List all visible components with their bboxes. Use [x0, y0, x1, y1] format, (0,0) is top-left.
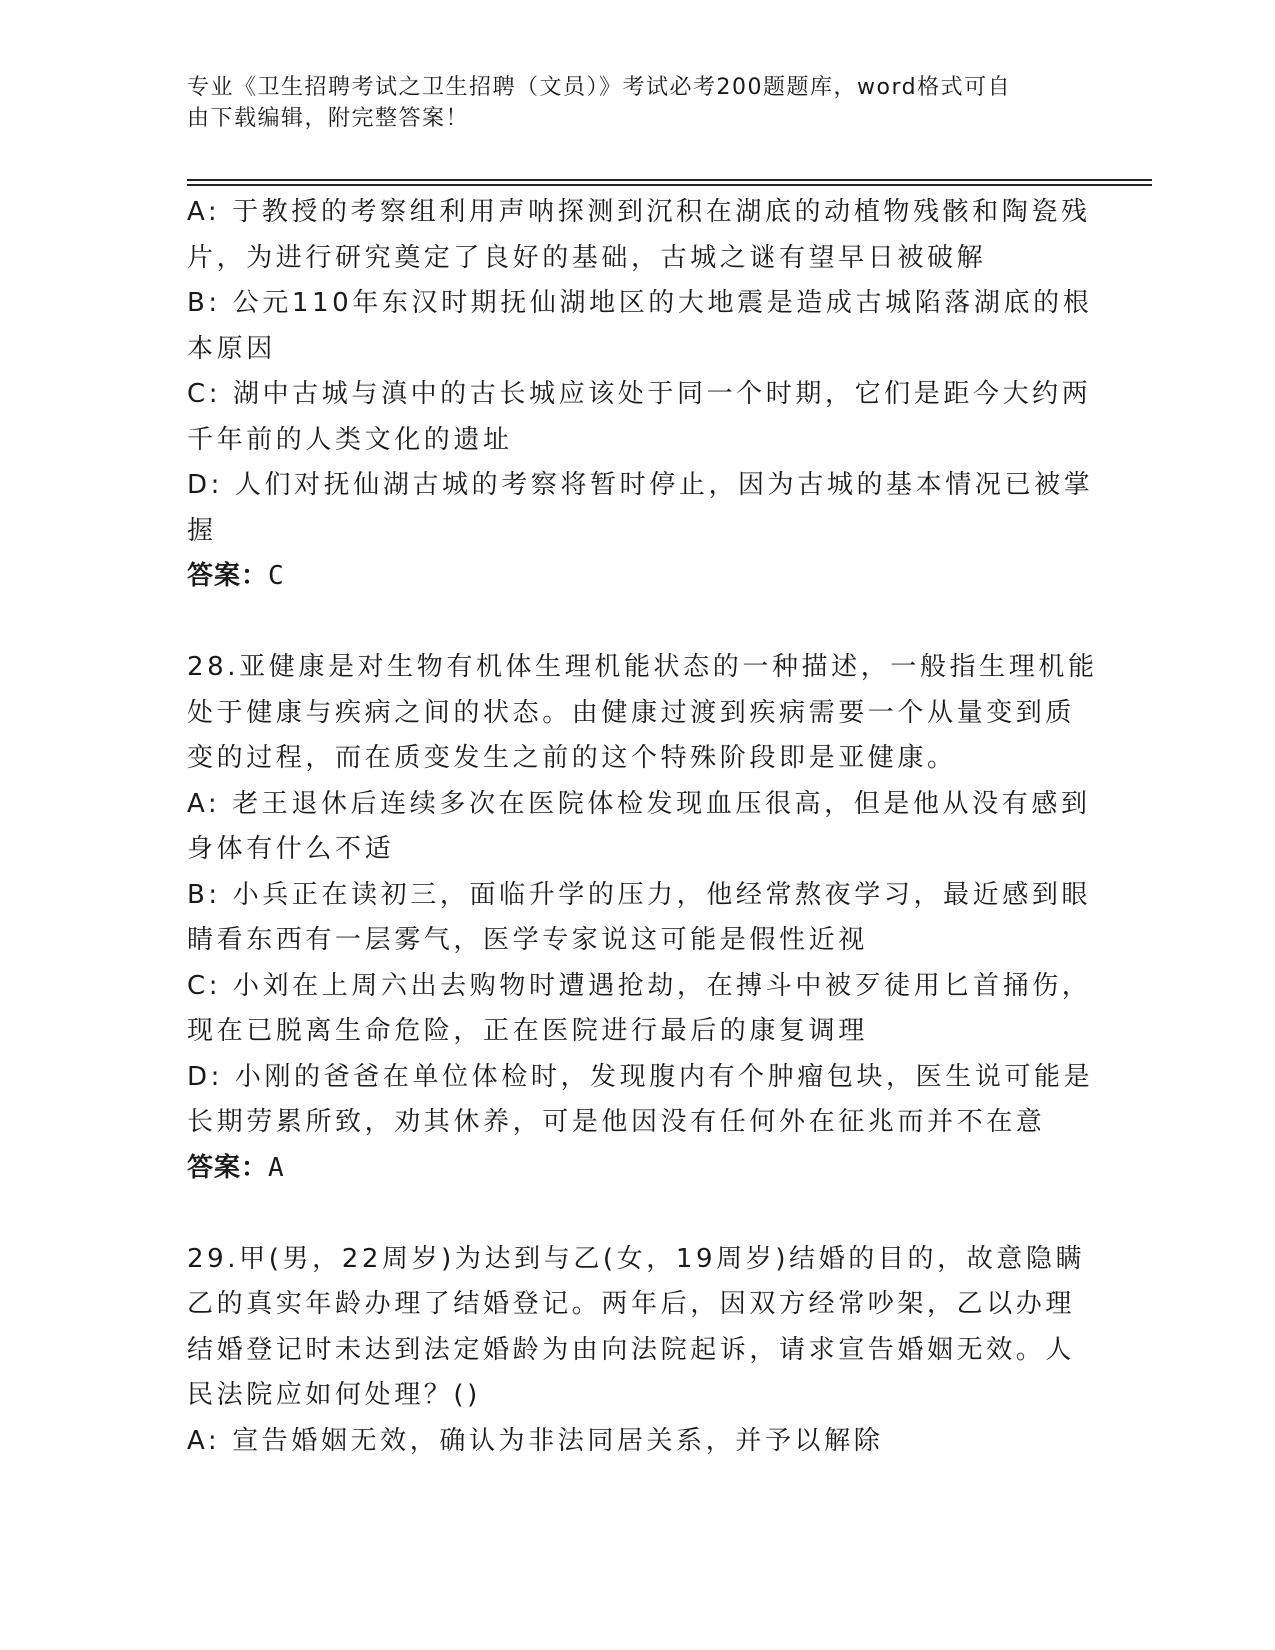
question-28 [187, 645, 1098, 1191]
option-b [187, 873, 1092, 964]
option-line: A: 于教授的考察组利用声呐探测到沉积在湖底的动植物残骸和陶瓷残 [187, 197, 1091, 227]
answer-label: 答案： [187, 561, 269, 591]
option-a [187, 190, 1091, 281]
header-divider-top [187, 179, 1152, 181]
option-line: D: 人们对抚仙湖古城的考察将暂时停止，因为古城的基本情况已被掌 [187, 470, 1094, 500]
header-divider-bottom [187, 184, 1152, 186]
option-a [187, 1419, 1087, 1465]
question-27 [187, 190, 1094, 600]
option-line: A: 宣告婚姻无效，确认为非法同居关系，并予以解除 [187, 1425, 884, 1456]
answer-label: 答案： [187, 1152, 269, 1183]
option-line: 身体有什么不适 [187, 834, 395, 864]
stem-line: 28.亚健康是对生物有机体生理机能状态的一种描述，一般指生理机能 [187, 652, 1098, 682]
option-line: A: 老王退休后连续多次在医院体检发现血压很高，但是他从没有感到 [187, 788, 1091, 819]
option-line: 握 [187, 515, 217, 546]
option-d [187, 1055, 1094, 1146]
question-stem [187, 645, 1098, 782]
answer-value: A [268, 1152, 285, 1183]
option-line: B: 公元110年东汉时期抚仙湖地区的大地震是造成古城陷落湖底的根 [187, 288, 1093, 318]
option-b [187, 281, 1093, 372]
option-c [187, 964, 1092, 1055]
option-a [187, 782, 1091, 873]
option-line: 千年前的人类文化的遗址 [187, 424, 513, 455]
option-line: 长期劳累所致，劝其休养，可是他因没有任何外在征兆而并不在意 [187, 1107, 1046, 1137]
option-c [187, 372, 1092, 463]
stem-line: 民法院应如何处理？() [187, 1380, 481, 1410]
answer-line [187, 1146, 1087, 1192]
question-stem [187, 1237, 1087, 1419]
answer-line [187, 554, 1087, 600]
document-header [187, 72, 1067, 134]
question-spacer [187, 600, 1087, 646]
option-line: D: 小刚的爸爸在单位体检时，发现腹内有个肿瘤包块，医生说可能是 [187, 1061, 1094, 1092]
option-line: C: 湖中古城与滇中的古长城应该处于同一个时期，它们是距今大约两 [187, 379, 1092, 409]
header-line-1: 专业《卫生招聘考试之卫生招聘（文员）》考试必考200题题库，word格式可自 [187, 75, 1012, 100]
question-spacer [187, 1191, 1087, 1237]
option-line: B: 小兵正在读初三，面临升学的压力，他经常熬夜学习，最近感到眼 [187, 879, 1092, 910]
option-d [187, 463, 1094, 554]
question-29 [187, 1237, 1087, 1465]
stem-line: 乙的真实年龄办理了结婚登记。两年后，因双方经常吵架，乙以办理 [187, 1289, 1076, 1319]
stem-line: 29.甲(男，22周岁)为达到与乙(女，19周岁)结婚的目的，故意隐瞒 [187, 1243, 1086, 1274]
option-line: 本原因 [187, 333, 276, 364]
header-line-2: 由下载编辑，附完整答案！ [187, 106, 470, 131]
option-line: 睛看东西有一层雾气，医学专家说这可能是假性近视 [187, 925, 868, 955]
option-line: C: 小刘在上周六出去购物时遭遇抢劫，在搏斗中被歹徒用匕首捅伤， [187, 970, 1092, 1001]
stem-line: 处于健康与疾病之间的状态。由健康过渡到疾病需要一个从量变到质 [187, 697, 1076, 728]
option-line: 现在已脱离生命危险，正在医院进行最后的康复调理 [187, 1016, 868, 1046]
option-line: 片，为进行研究奠定了良好的基础，古城之谜有望早日被破解 [187, 242, 987, 273]
stem-line: 变的过程，而在质变发生之前的这个特殊阶段即是亚健康。 [187, 743, 957, 773]
document-body [187, 190, 1098, 1464]
stem-line: 结婚登记时未达到法定婚龄为由向法院起诉，请求宣告婚姻无效。人 [187, 1334, 1076, 1365]
answer-value: C [268, 561, 285, 591]
